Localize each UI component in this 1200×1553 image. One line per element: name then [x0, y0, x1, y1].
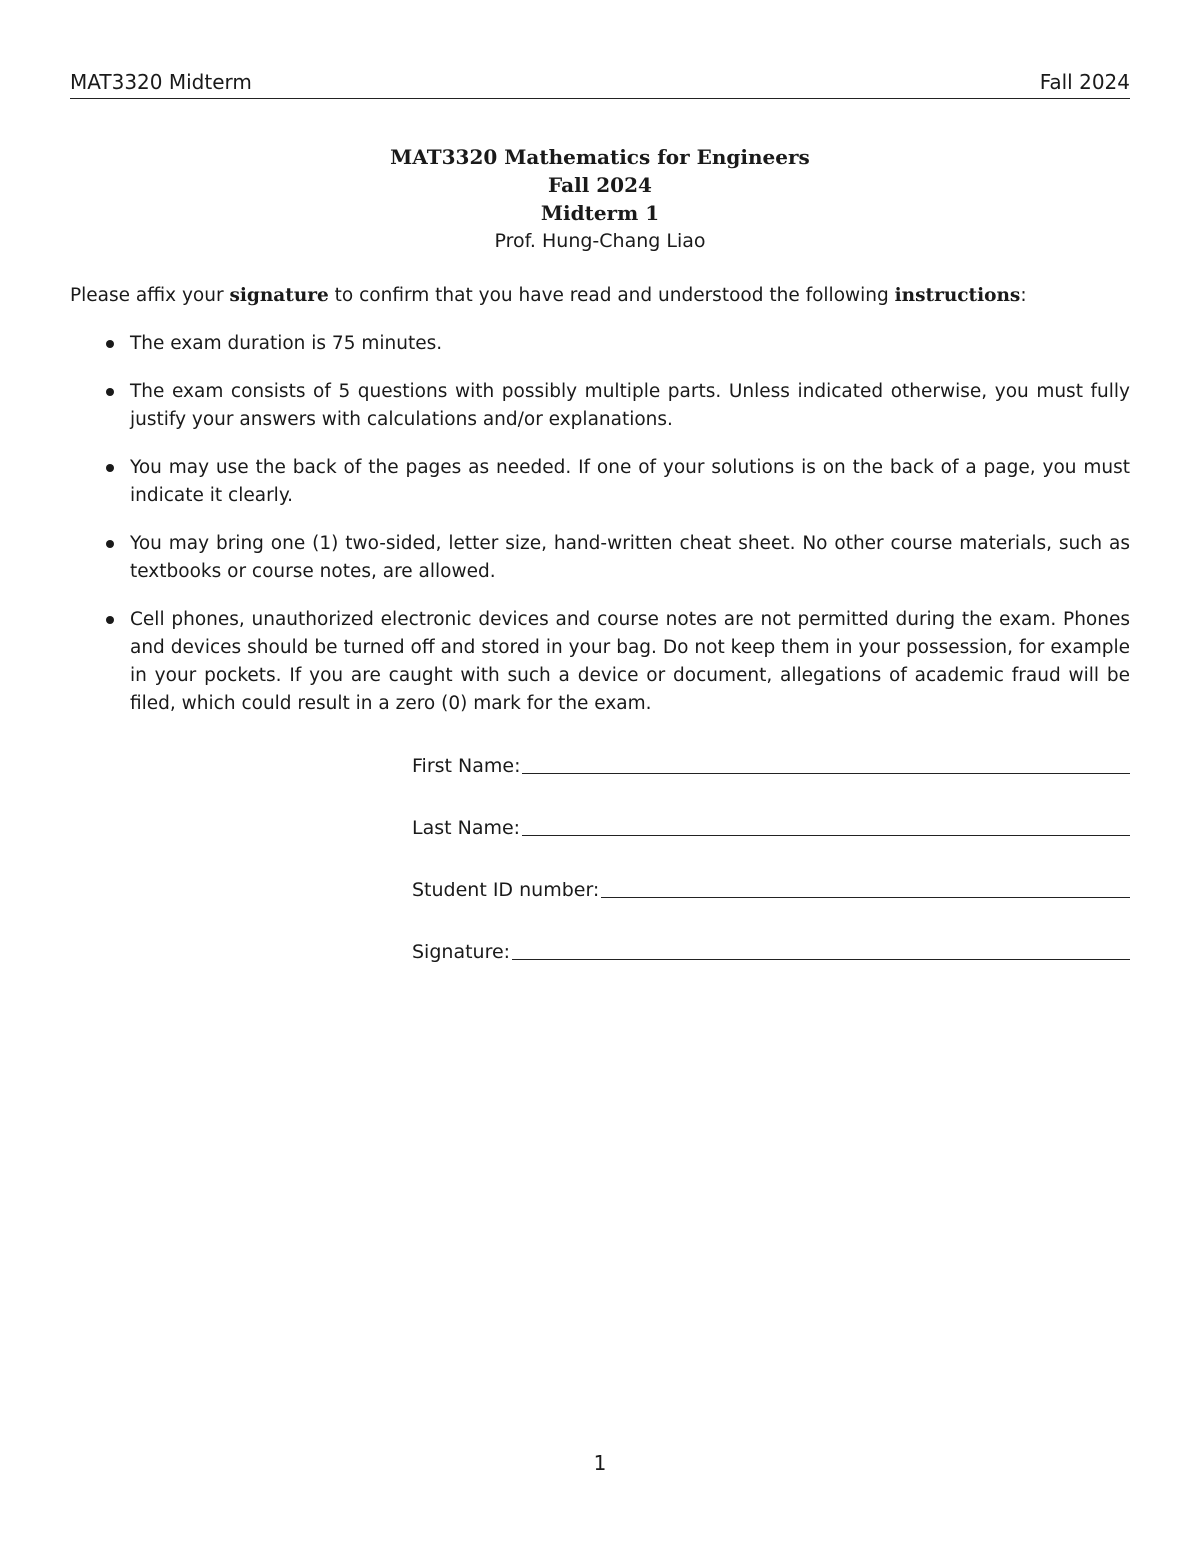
first-name-label: First Name: [412, 755, 521, 777]
instruction-item [70, 530, 1130, 586]
last-name-field[interactable] [412, 812, 1130, 842]
instructions-list [70, 330, 1130, 738]
professor-name: Prof. Hung-Chang Liao [494, 230, 706, 252]
title-block [70, 143, 1130, 255]
exam-title: Midterm 1 [540, 201, 660, 225]
header-course: MAT3320 Midterm [70, 70, 252, 94]
first-name-field[interactable] [412, 750, 1130, 780]
page-number: 1 [593, 1451, 607, 1475]
signature-field[interactable] [412, 936, 1130, 966]
instruction-text: Cell phones, unauthorized electronic devices and course notes are not permitted during the exam. Phones and devices should be turned off and stored in your bag. Do not keep them in your possession, for example in your pockets. If you are caught with such a device or document, allegations of academic fraud will be filed, which could result in a zero (0) mark for the exam. [130, 609, 1130, 714]
intro-text-1: Please affix your [70, 285, 230, 306]
term-title: Fall 2024 [548, 173, 652, 197]
intro-text-2: to confirm that you have read and understood the following [328, 285, 895, 306]
first-name-line[interactable] [522, 773, 1130, 774]
bullet-icon [106, 464, 114, 472]
instruction-text: The exam duration is 75 minutes. [130, 333, 443, 354]
student-id-field[interactable] [412, 874, 1130, 904]
instruction-item [70, 454, 1130, 510]
bullet-icon [106, 616, 114, 624]
signature-label: Signature: [412, 941, 511, 963]
bullet-icon [106, 388, 114, 396]
instruction-item [70, 606, 1130, 718]
header-term: Fall 2024 [1039, 70, 1130, 94]
instruction-text: The exam consists of 5 questions with possibly multiple parts. Unless indicated otherwise, you must fully justify your answers with calculations and/or explanations. [130, 381, 1130, 430]
instruction-item [70, 330, 1130, 358]
instruction-text: You may bring one (1) two-sided, letter size, hand-written cheat sheet. No other course materials, such as textbooks or course notes, are allowed. [130, 533, 1130, 582]
instruction-text: You may use the back of the pages as needed. If one of your solutions is on the back of a page, you must indicate it clearly. [130, 457, 1130, 506]
intro-bold-instructions: instructions [894, 285, 1021, 306]
bullet-icon [106, 540, 114, 548]
intro-paragraph [70, 282, 1130, 310]
last-name-label: Last Name: [412, 817, 521, 839]
last-name-line[interactable] [522, 835, 1130, 836]
course-title: MAT3320 Mathematics for Engineers [390, 145, 810, 169]
student-id-label: Student ID number: [412, 879, 600, 901]
intro-text-3: : [1020, 285, 1027, 306]
signature-line[interactable] [512, 959, 1130, 960]
intro-bold-signature: signature [229, 285, 329, 306]
instruction-item [70, 378, 1130, 434]
bullet-icon [106, 340, 114, 348]
student-info-fields [412, 750, 1130, 998]
student-id-line[interactable] [601, 897, 1130, 898]
running-header [70, 68, 1130, 99]
